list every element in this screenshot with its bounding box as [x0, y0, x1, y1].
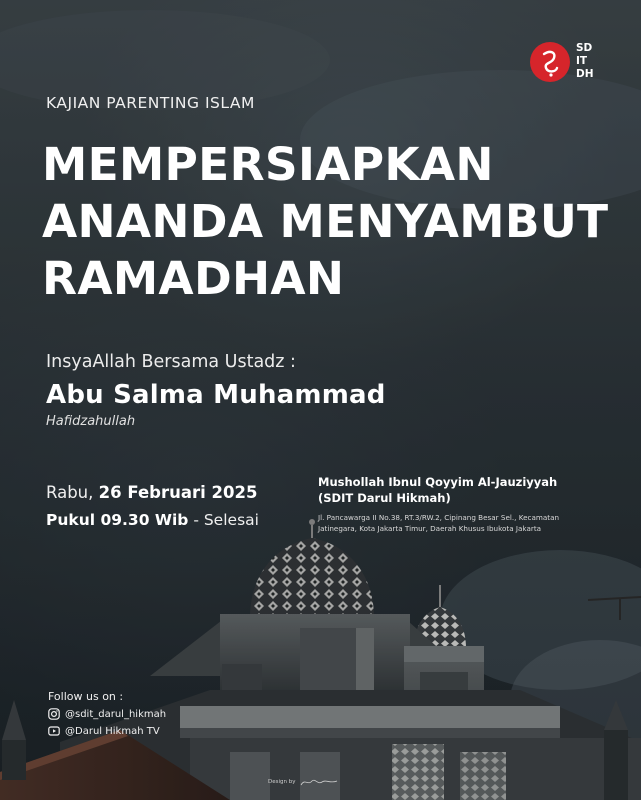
school-logo: [530, 42, 600, 86]
venue-address-line: Jl. Pancawarga II No.38, RT.3/RW.2, Cipinang Besar Sel., Kecamatan: [318, 513, 560, 522]
event-title: [42, 136, 622, 307]
speaker-intro: InsyaAllah Bersama Ustadz :: [46, 352, 296, 372]
instagram-handle: @sdit_darul_hikmah: [65, 708, 167, 720]
instagram-icon: [48, 708, 60, 720]
event-title-line: ANANDA MENYAMBUT: [42, 195, 609, 248]
event-date: [46, 483, 257, 502]
logo-letter-line: SD: [576, 42, 593, 54]
designer-signature-icon: [299, 777, 339, 787]
youtube-link[interactable]: [48, 725, 160, 737]
event-title-line: MEMPERSIAPKAN: [42, 138, 494, 191]
youtube-icon: [48, 725, 60, 737]
event-time-end: - Selesai: [193, 511, 259, 529]
event-time-value: Pukul 09.30 Wib: [46, 511, 189, 529]
follow-label: Follow us on :: [48, 690, 124, 703]
venue-name-line: (SDIT Darul Hikmah): [318, 491, 451, 505]
design-credit: [268, 777, 339, 787]
logo-letter-line: DH: [576, 68, 594, 80]
speaker-honorific: Hafidzahullah: [46, 414, 136, 429]
venue-address: [318, 512, 618, 534]
venue-address-line: Jatinegara, Kota Jakarta Timur, Daerah Khusus Ibukota Jakarta: [318, 524, 542, 533]
logo-letters: [576, 42, 598, 81]
event-day: Rabu,: [46, 483, 94, 502]
venue-name: [318, 474, 618, 506]
youtube-handle: @Darul Hikmah TV: [65, 725, 160, 737]
event-time: [46, 511, 259, 529]
event-title-line: RAMADHAN: [42, 252, 345, 305]
instagram-link[interactable]: [48, 708, 166, 720]
venue-name-line: Mushollah Ibnul Qoyyim Al-Jauziyyah: [318, 475, 558, 489]
logo-calligraphy-icon: [530, 42, 570, 82]
design-credit-label: Design by: [268, 779, 296, 785]
speaker-name: Abu Salma Muhammad: [46, 380, 386, 410]
event-date-value: 26 Februari 2025: [98, 483, 258, 502]
event-kicker: KAJIAN PARENTING ISLAM: [46, 94, 255, 112]
logo-letter-line: IT: [576, 55, 588, 67]
